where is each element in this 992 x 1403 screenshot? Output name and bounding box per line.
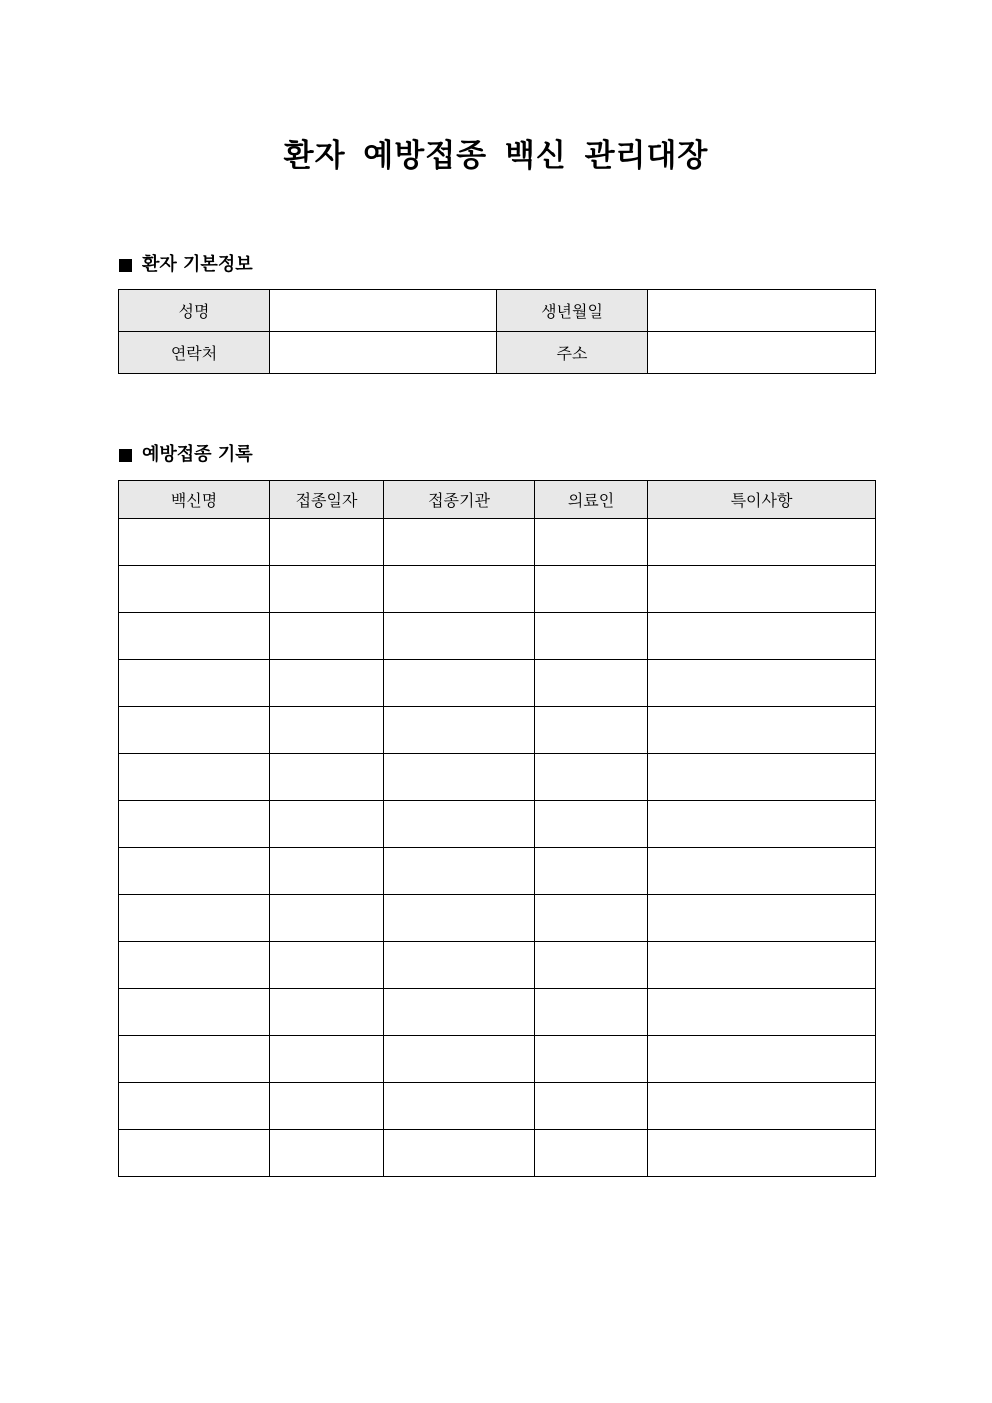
- name-label: 성명: [119, 290, 270, 332]
- vaccine-name-cell[interactable]: [119, 613, 270, 660]
- practitioner-cell[interactable]: [535, 848, 648, 895]
- table-row: [119, 1130, 876, 1177]
- table-row: [119, 754, 876, 801]
- vaccine-name-cell[interactable]: [119, 895, 270, 942]
- institution-cell[interactable]: [384, 519, 535, 566]
- institution-cell[interactable]: [384, 1083, 535, 1130]
- patient-info-row: [119, 332, 876, 374]
- vaccination-record-heading: [119, 443, 253, 467]
- column-header-institution: 접종기관: [384, 481, 535, 519]
- practitioner-cell[interactable]: [535, 895, 648, 942]
- table-row: [119, 566, 876, 613]
- vaccine-name-cell[interactable]: [119, 566, 270, 613]
- address-label: 주소: [497, 332, 648, 374]
- vaccination-date-cell[interactable]: [270, 613, 384, 660]
- table-row: [119, 707, 876, 754]
- vaccine-name-cell[interactable]: [119, 519, 270, 566]
- vaccine-name-cell[interactable]: [119, 754, 270, 801]
- institution-cell[interactable]: [384, 1130, 535, 1177]
- remarks-cell[interactable]: [648, 801, 876, 848]
- patient-info-table: [118, 289, 876, 374]
- institution-cell[interactable]: [384, 660, 535, 707]
- birthdate-field[interactable]: [648, 290, 876, 332]
- vaccination-record-table: [118, 480, 876, 1177]
- vaccine-name-cell[interactable]: [119, 707, 270, 754]
- vaccination-date-cell[interactable]: [270, 1036, 384, 1083]
- practitioner-cell[interactable]: [535, 1083, 648, 1130]
- practitioner-cell[interactable]: [535, 942, 648, 989]
- practitioner-cell[interactable]: [535, 989, 648, 1036]
- practitioner-cell[interactable]: [535, 519, 648, 566]
- practitioner-cell[interactable]: [535, 1036, 648, 1083]
- table-row: [119, 519, 876, 566]
- vaccination-date-cell[interactable]: [270, 989, 384, 1036]
- record-table-body: [119, 519, 876, 1177]
- remarks-cell[interactable]: [648, 1130, 876, 1177]
- vaccination-date-cell[interactable]: [270, 942, 384, 989]
- remarks-cell[interactable]: [648, 519, 876, 566]
- vaccination-date-cell[interactable]: [270, 519, 384, 566]
- table-header-row: [119, 481, 876, 519]
- practitioner-cell[interactable]: [535, 566, 648, 613]
- birthdate-label: 생년월일: [497, 290, 648, 332]
- institution-cell[interactable]: [384, 895, 535, 942]
- column-header-vaccine-name: 백신명: [119, 481, 270, 519]
- square-bullet-icon: [119, 449, 132, 462]
- table-row: [119, 613, 876, 660]
- institution-cell[interactable]: [384, 989, 535, 1036]
- page-title: 환자 예방접종 백신 관리대장: [283, 138, 709, 174]
- patient-info-row: [119, 290, 876, 332]
- vaccination-date-cell[interactable]: [270, 1130, 384, 1177]
- vaccination-date-cell[interactable]: [270, 566, 384, 613]
- vaccination-date-cell[interactable]: [270, 801, 384, 848]
- vaccine-name-cell[interactable]: [119, 660, 270, 707]
- institution-cell[interactable]: [384, 566, 535, 613]
- vaccine-name-cell[interactable]: [119, 1130, 270, 1177]
- remarks-cell[interactable]: [648, 1036, 876, 1083]
- patient-info-heading-label: 환자 기본정보: [142, 254, 253, 275]
- remarks-cell[interactable]: [648, 848, 876, 895]
- vaccination-record-heading-label: 예방접종 기록: [142, 444, 253, 465]
- name-field[interactable]: [270, 290, 497, 332]
- patient-info-heading: [119, 253, 253, 277]
- vaccine-name-cell[interactable]: [119, 1036, 270, 1083]
- table-row: [119, 895, 876, 942]
- institution-cell[interactable]: [384, 801, 535, 848]
- vaccine-name-cell[interactable]: [119, 848, 270, 895]
- vaccine-name-cell[interactable]: [119, 801, 270, 848]
- table-row: [119, 989, 876, 1036]
- table-row: [119, 1083, 876, 1130]
- remarks-cell[interactable]: [648, 613, 876, 660]
- table-row: [119, 801, 876, 848]
- practitioner-cell[interactable]: [535, 613, 648, 660]
- practitioner-cell[interactable]: [535, 801, 648, 848]
- remarks-cell[interactable]: [648, 754, 876, 801]
- practitioner-cell[interactable]: [535, 1130, 648, 1177]
- table-row: [119, 660, 876, 707]
- vaccination-date-cell[interactable]: [270, 660, 384, 707]
- practitioner-cell[interactable]: [535, 660, 648, 707]
- vaccination-date-cell[interactable]: [270, 707, 384, 754]
- remarks-cell[interactable]: [648, 660, 876, 707]
- contact-label: 연락처: [119, 332, 270, 374]
- table-row: [119, 1036, 876, 1083]
- institution-cell[interactable]: [384, 1036, 535, 1083]
- institution-cell[interactable]: [384, 942, 535, 989]
- institution-cell[interactable]: [384, 754, 535, 801]
- remarks-cell[interactable]: [648, 566, 876, 613]
- remarks-cell[interactable]: [648, 942, 876, 989]
- address-field[interactable]: [648, 332, 876, 374]
- institution-cell[interactable]: [384, 848, 535, 895]
- institution-cell[interactable]: [384, 613, 535, 660]
- vaccine-name-cell[interactable]: [119, 1083, 270, 1130]
- table-row: [119, 942, 876, 989]
- remarks-cell[interactable]: [648, 989, 876, 1036]
- institution-cell[interactable]: [384, 707, 535, 754]
- square-bullet-icon: [119, 259, 132, 272]
- vaccination-date-cell[interactable]: [270, 848, 384, 895]
- vaccine-name-cell[interactable]: [119, 989, 270, 1036]
- column-header-vaccination-date: 접종일자: [270, 481, 384, 519]
- vaccination-date-cell[interactable]: [270, 1083, 384, 1130]
- remarks-cell[interactable]: [648, 1083, 876, 1130]
- remarks-cell[interactable]: [648, 895, 876, 942]
- vaccination-date-cell[interactable]: [270, 754, 384, 801]
- practitioner-cell[interactable]: [535, 754, 648, 801]
- column-header-practitioner: 의료인: [535, 481, 648, 519]
- practitioner-cell[interactable]: [535, 707, 648, 754]
- remarks-cell[interactable]: [648, 707, 876, 754]
- contact-field[interactable]: [270, 332, 497, 374]
- table-row: [119, 848, 876, 895]
- vaccine-name-cell[interactable]: [119, 942, 270, 989]
- column-header-remarks: 특이사항: [648, 481, 876, 519]
- vaccination-date-cell[interactable]: [270, 895, 384, 942]
